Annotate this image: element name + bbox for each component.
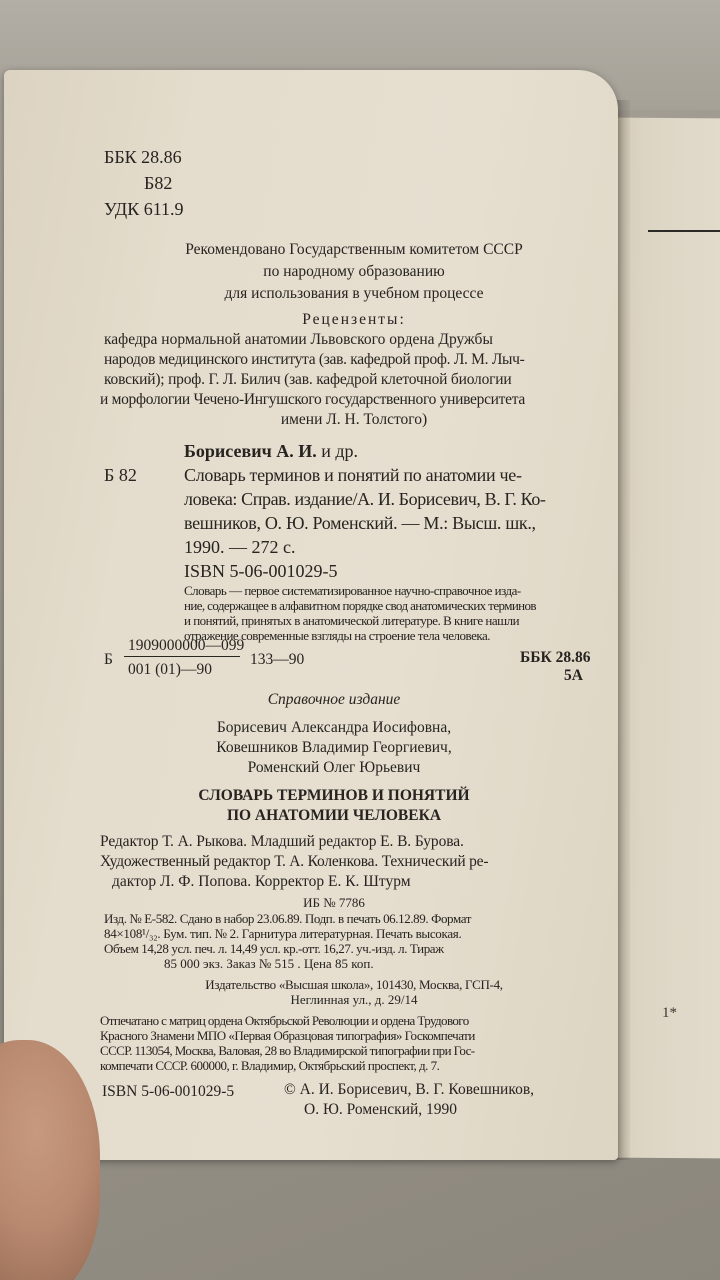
catalog-author: Борисевич А. И. xyxy=(184,441,317,461)
reviewers-line: кафедра нормальной анатомии Львовского ордена Дружбы xyxy=(104,331,493,348)
udk-code: УДК 611.9 xyxy=(104,199,184,219)
catalog-desc-line: вешников, О. Ю. Роменский. — М.: Высш. шк., xyxy=(184,513,536,533)
classification-letter: Б xyxy=(104,651,113,668)
classification-numerator: 1909000000—099 xyxy=(128,637,245,654)
catalog-code: Б 82 xyxy=(104,465,137,485)
recommendation-line: по народному образованию xyxy=(263,263,445,280)
bbk-code: ББК 28.86 xyxy=(104,147,182,167)
catalog-desc-line: ловека: Справ. издание/А. И. Борисевич, В. Г. Ко- xyxy=(184,489,546,509)
catalog-desc-line: Словарь терминов и понятий по анатомии че- xyxy=(184,465,522,485)
reviewers-line: народов медицинского института (зав. кафедрой проф. Л. М. Лыч- xyxy=(104,351,525,368)
imprint-print-line: Изд. № Е-582. Сдано в набор 23.06.89. Подп. в печать 06.12.89. Формат xyxy=(104,911,472,926)
imprint-printed-line: СССР. 113054, Москва, Валовая, 28 во Владимирской типографии при Гос- xyxy=(100,1043,475,1058)
imprint-title: ПО АНАТОМИИ ЧЕЛОВЕКА xyxy=(226,807,442,824)
footer-copyright-line: О. Ю. Роменский, 1990 xyxy=(304,1101,458,1118)
reviewers-title: Рецензенты: xyxy=(302,311,406,328)
imprint-printed-line: Красного Знамени МПО «Первая Образцовая типография» Госкомпечати xyxy=(100,1028,475,1043)
imprint-editors-line: Художественный редактор Т. А. Коленкова. Технический ре- xyxy=(100,853,489,870)
right-page-rule xyxy=(648,230,720,232)
catalog-abstract-line: отражение современные взгляды на строение тела человека. xyxy=(184,628,490,643)
imprint-publisher-line: Неглинная ул., д. 29/14 xyxy=(290,992,418,1007)
right-page-mark: 1* xyxy=(662,1005,677,1021)
catalog-desc-line: 1990. — 272 с. xyxy=(184,537,296,557)
reviewers-line: имени Л. Н. Толстого) xyxy=(280,411,428,428)
catalog-isbn: ISBN 5-06-001029-5 xyxy=(184,561,338,581)
imprint-print-line: 84×108¹/₃₂. Бум. тип. № 2. Гарнитура литературная. Печать высокая. xyxy=(104,926,462,941)
imprint-editors-line: дактор Л. Ф. Попова. Корректор Е. К. Штурм xyxy=(112,873,411,890)
recommendation-line: Рекомендовано Государственным комитетом СССР xyxy=(185,241,523,258)
footer-copyright-line: © А. И. Борисевич, В. Г. Ковешников, xyxy=(284,1081,535,1098)
classification-denominator: 001 (01)—90 xyxy=(128,661,212,678)
footer-isbn: ISBN 5-06-001029-5 xyxy=(102,1083,235,1100)
catalog-author-line xyxy=(184,442,358,460)
fraction-line xyxy=(124,656,240,657)
imprint-ib: ИБ № 7786 xyxy=(303,895,365,910)
imprint-printed-line: Отпечатано с матриц ордена Октябрьской Революции и ордена Трудового xyxy=(100,1013,469,1028)
book-page xyxy=(4,70,618,1160)
imprint-author: Роменский Олег Юрьевич xyxy=(247,759,421,776)
reviewers-line: и морфологии Чечено-Ингушского государственного университета xyxy=(100,391,525,408)
imprint-editors-line: Редактор Т. А. Рыкова. Младший редактор Е. В. Бурова. xyxy=(100,833,464,850)
classification-number: 133—90 xyxy=(250,651,305,668)
recommendation-line: для использования в учебном процессе xyxy=(224,285,484,302)
classification-bbk: ББК 28.86 xyxy=(520,649,591,666)
imprint-author: Ковешников Владимир Георгиевич, xyxy=(216,739,452,756)
catalog-abstract-line: Словарь — первое систематизированное научно-справочное изда- xyxy=(184,583,521,598)
imprint-publisher-line: Издательство «Высшая школа», 101430, Москва, ГСП-4, xyxy=(205,977,503,992)
imprint-author: Борисевич Александра Иосифовна, xyxy=(216,719,452,736)
imprint-title: СЛОВАРЬ ТЕРМИНОВ И ПОНЯТИЙ xyxy=(198,787,470,804)
imprint-kind: Справочное издание xyxy=(267,691,401,708)
imprint-print-line: 85 000 экз. Заказ № 515 . Цена 85 коп. xyxy=(164,956,374,971)
catalog-author-suffix: и др. xyxy=(321,441,359,461)
imprint-print-line: Объем 14,28 усл. печ. л. 14,49 усл. кр.-отт. 16,27. уч.-изд. л. Тираж xyxy=(104,941,444,956)
classification-bbk2: 5А xyxy=(564,667,583,684)
b-code: Б82 xyxy=(144,173,173,193)
catalog-abstract-line: и понятий, принятых в анатомической литературе. В книге нашли xyxy=(184,613,520,628)
reviewers-line: ковский); проф. Г. Л. Билич (зав. кафедрой клеточной биологии xyxy=(104,371,512,388)
imprint-printed-line: компечати СССР. 600000, г. Владимир, Октябрьский проспект, д. 7. xyxy=(100,1058,440,1073)
catalog-abstract-line: ние, содержащее в алфавитном порядке свод анатомических терминов xyxy=(184,598,536,613)
